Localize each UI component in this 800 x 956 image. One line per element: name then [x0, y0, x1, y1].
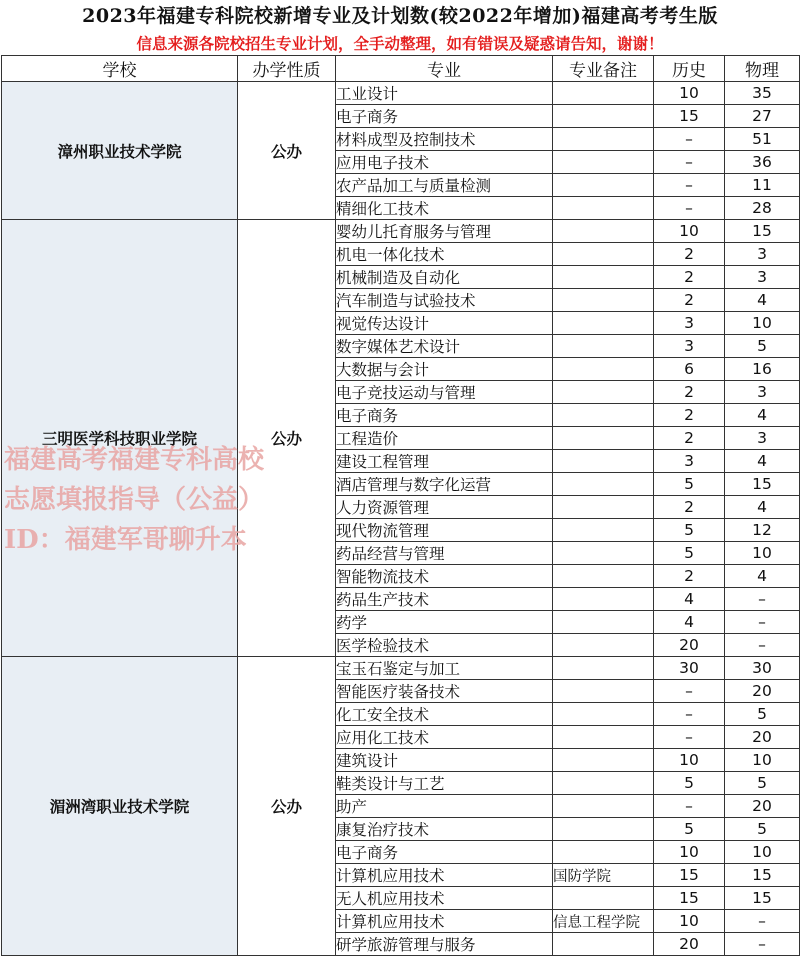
history-count-cell: 15 — [654, 105, 725, 128]
major-cell: 药学 — [336, 611, 553, 634]
physics-count-cell: 20 — [725, 726, 800, 749]
remark-cell — [553, 450, 654, 473]
physics-count-cell: 5 — [725, 703, 800, 726]
remark-cell — [553, 680, 654, 703]
history-count-cell: 20 — [654, 933, 725, 956]
history-count-cell: 2 — [654, 427, 725, 450]
history-count-cell: – — [654, 680, 725, 703]
history-count-cell: 15 — [654, 887, 725, 910]
remark-cell — [553, 703, 654, 726]
major-cell: 助产 — [336, 795, 553, 818]
physics-count-cell: – — [725, 588, 800, 611]
major-cell: 智能医疗装备技术 — [336, 680, 553, 703]
history-count-cell: 4 — [654, 588, 725, 611]
history-count-cell: 5 — [654, 772, 725, 795]
school-nature: 公办 — [238, 220, 336, 657]
remark-cell — [553, 726, 654, 749]
major-cell: 酒店管理与数字化运营 — [336, 473, 553, 496]
physics-count-cell: 16 — [725, 358, 800, 381]
history-count-cell: 10 — [654, 910, 725, 933]
remark-cell — [553, 82, 654, 105]
major-cell: 无人机应用技术 — [336, 887, 553, 910]
physics-count-cell: 15 — [725, 864, 800, 887]
watermark-line: 志愿填报指导（公益） — [4, 485, 265, 515]
major-cell: 鞋类设计与工艺 — [336, 772, 553, 795]
major-cell: 计算机应用技术 — [336, 864, 553, 887]
physics-count-cell: 4 — [725, 289, 800, 312]
physics-count-cell: 28 — [725, 197, 800, 220]
header-school: 学校 — [2, 56, 238, 82]
history-count-cell: 5 — [654, 542, 725, 565]
table-body — [2, 82, 800, 956]
table-row — [2, 657, 800, 680]
physics-count-cell: 4 — [725, 565, 800, 588]
remark-cell — [553, 634, 654, 657]
remark-cell — [553, 312, 654, 335]
remark-cell — [553, 588, 654, 611]
major-cell: 应用电子技术 — [336, 151, 553, 174]
major-cell: 康复治疗技术 — [336, 818, 553, 841]
history-count-cell: – — [654, 726, 725, 749]
header-history: 历史 — [654, 56, 725, 82]
history-count-cell: – — [654, 128, 725, 151]
physics-count-cell: 5 — [725, 772, 800, 795]
major-cell: 应用化工技术 — [336, 726, 553, 749]
physics-count-cell: 20 — [725, 680, 800, 703]
history-count-cell: 5 — [654, 473, 725, 496]
remark-cell — [553, 427, 654, 450]
school-nature: 公办 — [238, 82, 336, 220]
table-row — [2, 82, 800, 105]
remark-cell — [553, 151, 654, 174]
page-title: 2023年福建专科院校新增专业及计划数(较2022年增加)福建高考考生版 — [82, 5, 718, 27]
history-count-cell: 30 — [654, 657, 725, 680]
physics-count-cell: 27 — [725, 105, 800, 128]
physics-count-cell: 30 — [725, 657, 800, 680]
major-cell: 电子商务 — [336, 841, 553, 864]
remark-cell — [553, 519, 654, 542]
school-name: 漳州职业技术学院 — [2, 82, 238, 220]
history-count-cell: 5 — [654, 519, 725, 542]
major-cell: 大数据与会计 — [336, 358, 553, 381]
major-cell: 机械制造及自动化 — [336, 266, 553, 289]
history-count-cell: 10 — [654, 220, 725, 243]
major-cell: 工程造价 — [336, 427, 553, 450]
major-cell: 婴幼儿托育服务与管理 — [336, 220, 553, 243]
physics-count-cell: 4 — [725, 496, 800, 519]
remark-cell: 信息工程学院 — [553, 910, 654, 933]
major-cell: 人力资源管理 — [336, 496, 553, 519]
header-physics: 物理 — [725, 56, 800, 82]
major-cell: 电子竞技运动与管理 — [336, 381, 553, 404]
school-name: 湄洲湾职业技术学院 — [2, 657, 238, 956]
remark-cell — [553, 404, 654, 427]
major-cell: 计算机应用技术 — [336, 910, 553, 933]
physics-count-cell: 51 — [725, 128, 800, 151]
remark-cell — [553, 473, 654, 496]
remark-cell — [553, 174, 654, 197]
major-cell: 建设工程管理 — [336, 450, 553, 473]
physics-count-cell: 15 — [725, 473, 800, 496]
history-count-cell: 6 — [654, 358, 725, 381]
remark-cell — [553, 933, 654, 956]
header-major: 专业 — [336, 56, 553, 82]
major-cell: 医学检验技术 — [336, 634, 553, 657]
major-cell: 研学旅游管理与服务 — [336, 933, 553, 956]
history-count-cell: 10 — [654, 749, 725, 772]
history-count-cell: 3 — [654, 335, 725, 358]
major-cell: 化工安全技术 — [336, 703, 553, 726]
history-count-cell: 2 — [654, 266, 725, 289]
remark-cell — [553, 542, 654, 565]
physics-count-cell: 36 — [725, 151, 800, 174]
remark-cell — [553, 818, 654, 841]
major-cell: 智能物流技术 — [336, 565, 553, 588]
physics-count-cell: 20 — [725, 795, 800, 818]
major-cell: 数字媒体艺术设计 — [336, 335, 553, 358]
physics-count-cell: – — [725, 910, 800, 933]
remark-cell — [553, 220, 654, 243]
history-count-cell: – — [654, 197, 725, 220]
remark-cell — [553, 243, 654, 266]
remark-cell — [553, 358, 654, 381]
history-count-cell: 10 — [654, 82, 725, 105]
physics-count-cell: 10 — [725, 749, 800, 772]
major-cell: 农产品加工与质量检测 — [336, 174, 553, 197]
history-count-cell: – — [654, 703, 725, 726]
history-count-cell: 2 — [654, 496, 725, 519]
physics-count-cell: 4 — [725, 404, 800, 427]
physics-count-cell: 10 — [725, 841, 800, 864]
physics-count-cell: – — [725, 611, 800, 634]
major-cell: 现代物流管理 — [336, 519, 553, 542]
physics-count-cell: 15 — [725, 887, 800, 910]
major-cell: 宝玉石鉴定与加工 — [336, 657, 553, 680]
school-nature: 公办 — [238, 657, 336, 956]
remark-cell — [553, 335, 654, 358]
history-count-cell: 3 — [654, 450, 725, 473]
remark-cell — [553, 381, 654, 404]
major-cell: 精细化工技术 — [336, 197, 553, 220]
history-count-cell: 3 — [654, 312, 725, 335]
header-nature: 办学性质 — [238, 56, 336, 82]
history-count-cell: 2 — [654, 565, 725, 588]
major-cell: 药品经营与管理 — [336, 542, 553, 565]
header-remark: 专业备注 — [553, 56, 654, 82]
physics-count-cell: 5 — [725, 335, 800, 358]
remark-cell — [553, 772, 654, 795]
physics-count-cell: 5 — [725, 818, 800, 841]
remark-cell — [553, 197, 654, 220]
major-cell: 汽车制造与试验技术 — [336, 289, 553, 312]
history-count-cell: 2 — [654, 289, 725, 312]
major-cell: 建筑设计 — [336, 749, 553, 772]
remark-cell — [553, 289, 654, 312]
remark-cell — [553, 795, 654, 818]
major-cell: 药品生产技术 — [336, 588, 553, 611]
physics-count-cell: 11 — [725, 174, 800, 197]
physics-count-cell: 15 — [725, 220, 800, 243]
major-cell: 视觉传达设计 — [336, 312, 553, 335]
physics-count-cell: 3 — [725, 427, 800, 450]
physics-count-cell: 4 — [725, 450, 800, 473]
history-count-cell: 4 — [654, 611, 725, 634]
history-count-cell: 5 — [654, 818, 725, 841]
major-cell: 材料成型及控制技术 — [336, 128, 553, 151]
physics-count-cell: 10 — [725, 312, 800, 335]
remark-cell — [553, 565, 654, 588]
physics-count-cell: 12 — [725, 519, 800, 542]
major-cell: 电子商务 — [336, 105, 553, 128]
watermark-line: 福建高考福建专科高校 — [4, 445, 265, 475]
remark-cell — [553, 128, 654, 151]
physics-count-cell: 3 — [725, 381, 800, 404]
remark-cell — [553, 266, 654, 289]
header-row — [2, 56, 800, 82]
major-cell: 机电一体化技术 — [336, 243, 553, 266]
source-note: 信息来源各院校招生专业计划，全手动整理，如有错误及疑惑请告知，谢谢！ — [136, 35, 664, 53]
physics-count-cell: 3 — [725, 243, 800, 266]
remark-cell — [553, 749, 654, 772]
physics-count-cell: – — [725, 634, 800, 657]
history-count-cell: 2 — [654, 404, 725, 427]
remark-cell: 国防学院 — [553, 864, 654, 887]
history-count-cell: 15 — [654, 864, 725, 887]
school-name: 三明医学科技职业学院 — [2, 220, 238, 657]
table-row — [2, 220, 800, 243]
remark-cell — [553, 841, 654, 864]
physics-count-cell: 35 — [725, 82, 800, 105]
remark-cell — [553, 657, 654, 680]
remark-cell — [553, 887, 654, 910]
major-cell: 工业设计 — [336, 82, 553, 105]
history-count-cell: – — [654, 174, 725, 197]
physics-count-cell: 3 — [725, 266, 800, 289]
remark-cell — [553, 611, 654, 634]
history-count-cell: 2 — [654, 381, 725, 404]
history-count-cell: – — [654, 151, 725, 174]
major-cell: 电子商务 — [336, 404, 553, 427]
remark-cell — [553, 496, 654, 519]
physics-count-cell: – — [725, 933, 800, 956]
history-count-cell: – — [654, 795, 725, 818]
physics-count-cell: 10 — [725, 542, 800, 565]
watermark-line: ID：福建军哥聊升本 — [4, 525, 247, 555]
enrollment-table — [1, 55, 800, 956]
history-count-cell: 20 — [654, 634, 725, 657]
remark-cell — [553, 105, 654, 128]
history-count-cell: 2 — [654, 243, 725, 266]
history-count-cell: 10 — [654, 841, 725, 864]
